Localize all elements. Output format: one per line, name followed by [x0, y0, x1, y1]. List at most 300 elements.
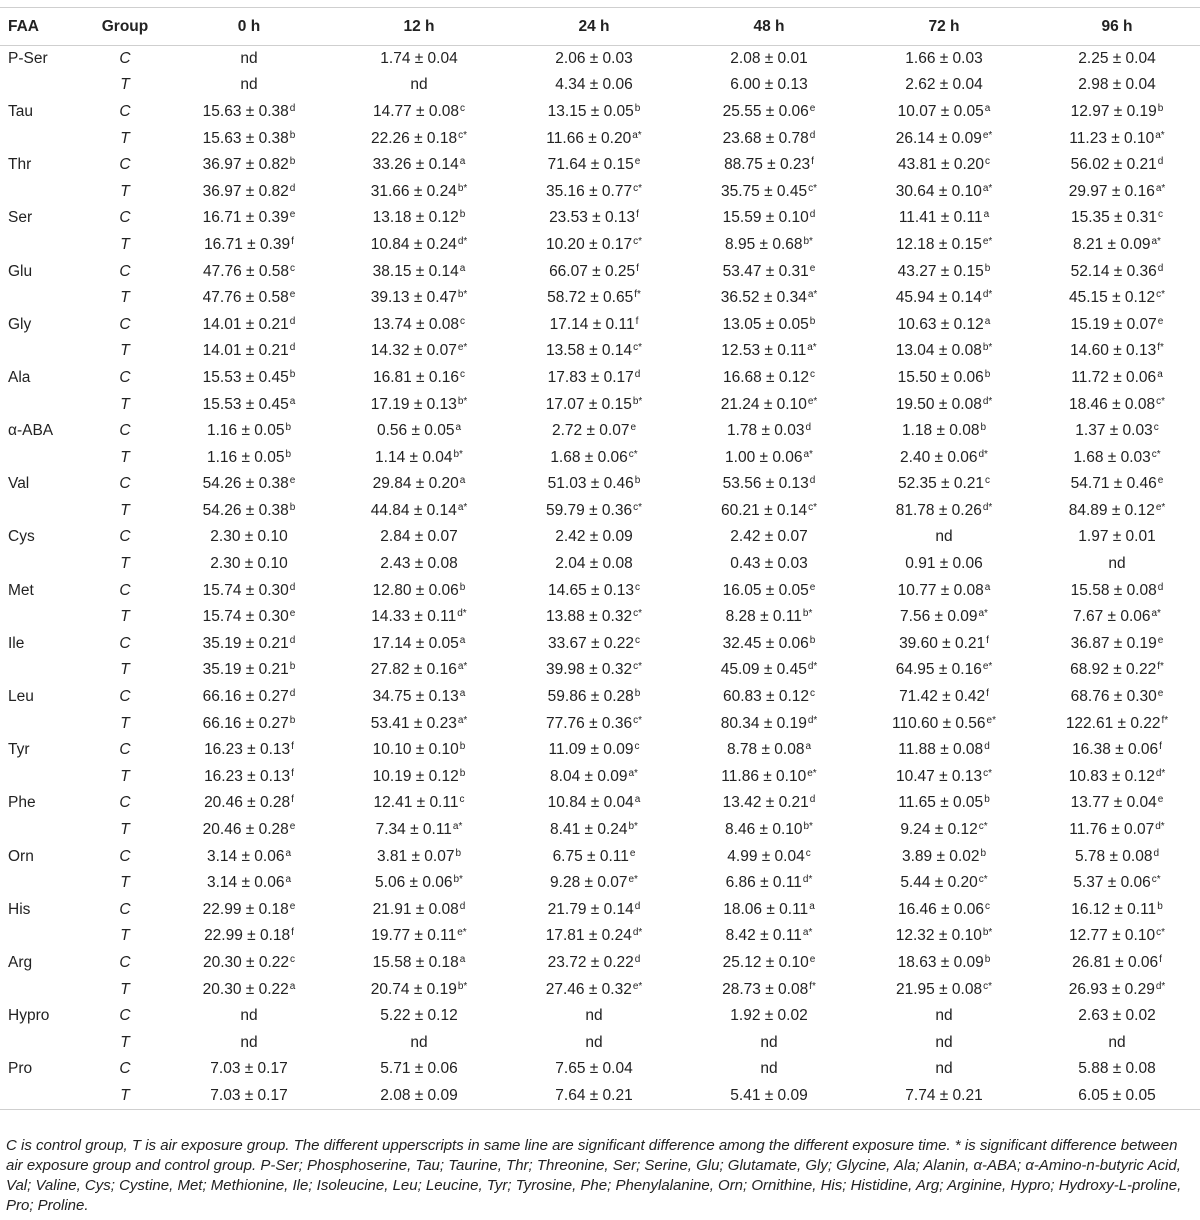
- faa-name: [0, 870, 86, 897]
- cell-value: 30.64 ± 0.10: [895, 182, 982, 200]
- cell-value: 3.89 ± 0.02: [901, 847, 980, 865]
- cell-superscript: b: [980, 422, 987, 434]
- cell-value: 47.76 ± 0.58: [202, 289, 289, 307]
- cell-value: 5.41 ± 0.09: [730, 1086, 808, 1104]
- table-row: [0, 471, 1200, 498]
- cell-superscript: b: [980, 847, 987, 859]
- faa-name: [0, 125, 86, 152]
- group-label: T: [120, 448, 130, 466]
- cell-value: 2.30 ± 0.10: [210, 528, 288, 546]
- cell-superscript: f*: [1161, 714, 1169, 726]
- value-cell: [334, 684, 504, 711]
- cell-superscript: c*: [1151, 448, 1161, 460]
- cell-value: 80.34 ± 0.19: [720, 714, 807, 732]
- cell-superscript: c*: [1156, 395, 1165, 407]
- faa-name: [0, 285, 86, 312]
- faa-name: Ala: [8, 368, 31, 386]
- group-label: T: [120, 661, 130, 679]
- table-row: [0, 232, 1200, 259]
- cell-value: 11.66 ± 0.20: [546, 129, 632, 147]
- value-cell: [334, 311, 504, 338]
- faa-name: Tau: [8, 102, 33, 120]
- value-cell: [164, 1029, 334, 1056]
- value-cell: [684, 577, 854, 604]
- table-row: [0, 365, 1200, 392]
- cell-value: 26.81 ± 0.06: [1072, 953, 1159, 971]
- cell-superscript: e*: [628, 874, 638, 886]
- cell-superscript: c: [290, 262, 296, 274]
- faa-name: α-ABA: [8, 422, 54, 440]
- cell-value: 12.97 ± 0.19: [1070, 102, 1157, 120]
- cell-superscript: a*: [807, 289, 818, 301]
- cell-value: 28.73 ± 0.08: [722, 980, 809, 998]
- cell-value: 66.07 ± 0.25: [549, 262, 636, 280]
- cell-superscript: e: [289, 209, 296, 221]
- value-cell: [504, 631, 684, 658]
- cell-value: 21.79 ± 0.14: [547, 900, 634, 918]
- value-cell: [854, 1056, 1034, 1083]
- value-cell: [854, 524, 1034, 551]
- table-row: [0, 710, 1200, 737]
- cell-value: 10.63 ± 0.12: [897, 315, 984, 333]
- cell-superscript: f*: [809, 980, 816, 992]
- cell-value: 23.53 ± 0.13: [549, 209, 636, 227]
- group-label: C: [119, 209, 131, 227]
- value-cell: [1034, 311, 1200, 338]
- cell-value: 17.14 ± 0.05: [372, 634, 459, 652]
- cell-superscript: a: [459, 262, 466, 274]
- value-cell: [504, 285, 684, 312]
- cell-value: 7.03 ± 0.17: [210, 1060, 288, 1078]
- value-cell: [504, 338, 684, 365]
- value-cell: [1034, 737, 1200, 764]
- value-cell: [334, 710, 504, 737]
- cell-value: 16.71 ± 0.39: [202, 209, 289, 227]
- cell-value: 39.13 ± 0.47: [370, 289, 457, 307]
- group-label: T: [120, 874, 130, 892]
- cell-value: 71.64 ± 0.15: [547, 156, 634, 174]
- value-cell: [1034, 710, 1200, 737]
- value-cell: [854, 365, 1034, 392]
- header-faa: FAA: [0, 8, 86, 46]
- value-cell: [164, 843, 334, 870]
- cell-value: 6.00 ± 0.13: [730, 76, 808, 94]
- value-cell: [504, 577, 684, 604]
- cell-value: 15.74 ± 0.30: [202, 608, 289, 626]
- cell-value: 68.76 ± 0.30: [1070, 688, 1157, 706]
- value-cell: [334, 285, 504, 312]
- cell-value: 13.58 ± 0.14: [546, 342, 633, 360]
- cell-superscript: a: [634, 794, 641, 806]
- cell-value: 16.12 ± 0.11: [1071, 900, 1157, 918]
- cell-superscript: f: [291, 767, 294, 779]
- cell-superscript: e: [629, 847, 636, 859]
- cell-value: 16.05 ± 0.05: [722, 581, 809, 599]
- cell-value: 17.81 ± 0.24: [545, 927, 632, 945]
- cell-value: 13.88 ± 0.32: [546, 608, 633, 626]
- value-cell: [164, 897, 334, 924]
- faa-name: [0, 604, 86, 631]
- table-row: [0, 950, 1200, 977]
- value-cell: [504, 418, 684, 445]
- cell-value: 7.74 ± 0.21: [905, 1086, 983, 1104]
- cell-superscript: c*: [458, 129, 467, 141]
- cell-value: 2.08 ± 0.09: [380, 1086, 458, 1104]
- cell-superscript: f: [1159, 953, 1162, 965]
- cell-value: 11.65 ± 0.05: [898, 794, 984, 812]
- cell-value: 17.07 ± 0.15: [545, 395, 632, 413]
- table-row: [0, 870, 1200, 897]
- cell-superscript: c*: [978, 821, 988, 833]
- cell-value: 36.52 ± 0.34: [720, 289, 807, 307]
- value-cell: [504, 950, 684, 977]
- value-cell: [334, 205, 504, 232]
- cell-value: nd: [760, 1033, 778, 1051]
- group-label: T: [86, 1083, 164, 1110]
- cell-superscript: e*: [986, 714, 996, 726]
- cell-value: 36.97 ± 0.82: [202, 156, 289, 174]
- faa-name: [0, 817, 86, 844]
- value-cell: [504, 817, 684, 844]
- cell-value: 13.18 ± 0.12: [372, 209, 459, 227]
- value-cell: [684, 338, 854, 365]
- cell-superscript: b: [289, 129, 296, 141]
- value-cell: [684, 285, 854, 312]
- value-cell: [334, 843, 504, 870]
- cell-value: 0.43 ± 0.03: [730, 555, 808, 573]
- group-label: T: [120, 129, 130, 147]
- cell-value: 15.53 ± 0.45: [202, 368, 289, 386]
- cell-value: 7.67 ± 0.06: [1073, 608, 1151, 626]
- cell-superscript: e: [809, 953, 816, 965]
- cell-superscript: a: [289, 395, 296, 407]
- cell-value: nd: [935, 528, 953, 546]
- cell-superscript: f*: [634, 289, 641, 301]
- value-cell: [334, 551, 504, 578]
- value-cell: [334, 1083, 504, 1110]
- value-cell: [854, 577, 1034, 604]
- cell-superscript: d*: [802, 874, 813, 886]
- value-cell: [334, 418, 504, 445]
- value-cell: [334, 737, 504, 764]
- cell-value: 71.42 ± 0.42: [899, 688, 986, 706]
- cell-value: 54.26 ± 0.38: [202, 475, 289, 493]
- value-cell: [854, 471, 1034, 498]
- cell-superscript: a*: [452, 821, 463, 833]
- faa-name: Ser: [8, 209, 33, 227]
- cell-value: 15.50 ± 0.06: [897, 368, 984, 386]
- cell-superscript: d: [289, 102, 296, 114]
- faa-name: Arg: [8, 953, 33, 971]
- table-row: [0, 258, 1200, 285]
- cell-value: 45.09 ± 0.45: [720, 661, 807, 679]
- value-cell: [684, 99, 854, 126]
- value-cell: [504, 843, 684, 870]
- value-cell: [854, 604, 1034, 631]
- value-cell: [684, 152, 854, 179]
- cell-superscript: d*: [807, 714, 818, 726]
- value-cell: [1034, 178, 1200, 205]
- value-cell: [164, 604, 334, 631]
- value-cell: [504, 258, 684, 285]
- cell-value: 7.65 ± 0.04: [555, 1060, 633, 1078]
- value-cell: [334, 976, 504, 1003]
- cell-superscript: f: [291, 235, 294, 247]
- cell-value: 8.21 ± 0.09: [1073, 235, 1151, 253]
- cell-superscript: b: [809, 315, 816, 327]
- group-label: T: [120, 608, 130, 626]
- value-cell: [504, 444, 684, 471]
- cell-value: 43.81 ± 0.20: [897, 156, 985, 174]
- group-label: T: [120, 555, 130, 573]
- table-row: [0, 790, 1200, 817]
- value-cell: [504, 737, 684, 764]
- value-cell: [854, 285, 1034, 312]
- value-cell: [334, 178, 504, 205]
- cell-value: 11.72 ± 0.06: [1071, 368, 1157, 386]
- faa-name: Tyr: [8, 741, 30, 759]
- value-cell: [1034, 1056, 1200, 1083]
- cell-superscript: d: [1157, 581, 1164, 593]
- cell-value: 4.34 ± 0.06: [555, 76, 633, 94]
- cell-superscript: c: [1158, 209, 1164, 221]
- value-cell: [684, 365, 854, 392]
- cell-value: 14.77 ± 0.08: [372, 102, 460, 120]
- value-cell: [684, 950, 854, 977]
- cell-value: 45.94 ± 0.14: [895, 289, 982, 307]
- cell-superscript: a: [459, 475, 466, 487]
- value-cell: [684, 737, 854, 764]
- cell-value: 14.01 ± 0.21: [202, 315, 289, 333]
- cell-value: nd: [935, 1060, 953, 1078]
- table-row: [0, 99, 1200, 126]
- value-cell: [854, 391, 1034, 418]
- group-label: C: [119, 315, 131, 333]
- value-cell: [504, 790, 684, 817]
- value-cell: [854, 232, 1034, 259]
- cell-value: 2.04 ± 0.08: [555, 555, 633, 573]
- cell-superscript: e: [630, 422, 637, 434]
- value-cell: [1034, 897, 1200, 924]
- value-cell: [854, 178, 1034, 205]
- cell-value: 8.95 ± 0.68: [725, 235, 803, 253]
- cell-value: 17.14 ± 0.11: [549, 315, 635, 333]
- cell-superscript: f: [291, 794, 294, 806]
- value-cell: [684, 205, 854, 232]
- faa-name: [0, 976, 86, 1003]
- value-cell: [334, 258, 504, 285]
- group-label: T: [120, 289, 130, 307]
- value-cell: [164, 950, 334, 977]
- value-cell: [334, 923, 504, 950]
- value-cell: [164, 1083, 334, 1110]
- cell-superscript: b*: [803, 821, 813, 833]
- faa-name: [0, 338, 86, 365]
- value-cell: [334, 1029, 504, 1056]
- cell-superscript: c*: [633, 342, 642, 354]
- value-cell: [684, 391, 854, 418]
- value-cell: [504, 976, 684, 1003]
- cell-value: 16.71 ± 0.39: [204, 235, 291, 253]
- cell-value: 12.32 ± 0.10: [895, 927, 982, 945]
- cell-superscript: a*: [1155, 182, 1166, 194]
- cell-value: 5.88 ± 0.08: [1078, 1060, 1156, 1078]
- cell-value: 20.46 ± 0.28: [204, 794, 291, 812]
- cell-value: 6.75 ± 0.11: [552, 847, 629, 865]
- cell-superscript: c: [985, 475, 991, 487]
- cell-value: 15.58 ± 0.08: [1070, 581, 1157, 599]
- faa-name: Gly: [8, 315, 32, 333]
- cell-superscript: b: [285, 448, 292, 460]
- value-cell: [684, 631, 854, 658]
- value-cell: [334, 764, 504, 791]
- cell-value: nd: [585, 1007, 603, 1025]
- value-cell: [684, 311, 854, 338]
- table-row: [0, 125, 1200, 152]
- cell-value: 15.63 ± 0.38: [202, 102, 289, 120]
- faa-name: Thr: [8, 156, 32, 174]
- cell-superscript: c: [985, 900, 991, 912]
- cell-superscript: d: [459, 900, 466, 912]
- cell-value: 1.14 ± 0.04: [375, 448, 453, 466]
- faa-name: [0, 657, 86, 684]
- value-cell: [854, 870, 1034, 897]
- value-cell: [504, 152, 684, 179]
- value-cell: [684, 551, 854, 578]
- cell-value: 77.76 ± 0.36: [546, 714, 633, 732]
- cell-value: 1.66 ± 0.03: [905, 50, 983, 68]
- value-cell: [164, 178, 334, 205]
- value-cell: [164, 205, 334, 232]
- value-cell: [854, 737, 1034, 764]
- cell-value: 1.16 ± 0.05: [206, 448, 285, 466]
- table-row: [0, 657, 1200, 684]
- value-cell: [164, 365, 334, 392]
- cell-value: 10.07 ± 0.05: [897, 102, 984, 120]
- value-cell: [854, 1003, 1034, 1030]
- value-cell: [684, 498, 854, 525]
- cell-value: nd: [1108, 555, 1126, 573]
- cell-value: 36.87 ± 0.19: [1070, 634, 1157, 652]
- value-cell: [684, 1003, 854, 1030]
- value-cell: [854, 976, 1034, 1003]
- value-cell: [504, 764, 684, 791]
- value-cell: [504, 1056, 684, 1083]
- cell-value: nd: [240, 1007, 258, 1025]
- cell-value: 11.88 ± 0.08: [898, 741, 984, 759]
- cell-value: 10.10 ± 0.10: [372, 741, 459, 759]
- cell-superscript: a: [984, 102, 991, 114]
- cell-value: 2.98 ± 0.04: [1078, 76, 1156, 94]
- cell-value: 52.14 ± 0.36: [1070, 262, 1157, 280]
- cell-superscript: b*: [457, 289, 468, 301]
- value-cell: [164, 311, 334, 338]
- value-cell: [684, 684, 854, 711]
- cell-superscript: b: [634, 475, 641, 487]
- group-label: C: [119, 634, 131, 652]
- cell-value: 31.66 ± 0.24: [370, 182, 457, 200]
- group-label: C: [119, 422, 131, 440]
- value-cell: [334, 125, 504, 152]
- cell-value: 23.68 ± 0.78: [722, 129, 809, 147]
- group-label: C: [119, 953, 131, 971]
- table-row: [0, 764, 1200, 791]
- cell-value: nd: [240, 76, 258, 94]
- cell-superscript: d: [1157, 262, 1164, 274]
- cell-value: 39.98 ± 0.32: [546, 661, 633, 679]
- cell-value: 20.30 ± 0.22: [202, 980, 289, 998]
- cell-superscript: d: [1153, 847, 1160, 859]
- value-cell: [504, 551, 684, 578]
- cell-value: 20.30 ± 0.22: [202, 953, 290, 971]
- faa-name: [0, 498, 86, 525]
- cell-value: 60.21 ± 0.14: [721, 501, 808, 519]
- cell-value: 2.06 ± 0.03: [555, 50, 633, 68]
- faa-name: [0, 444, 86, 471]
- value-cell: [164, 657, 334, 684]
- value-cell: [1034, 551, 1200, 578]
- cell-superscript: f: [986, 688, 989, 700]
- value-cell: [164, 46, 334, 73]
- cell-value: 15.58 ± 0.18: [372, 953, 459, 971]
- table-row: [0, 843, 1200, 870]
- value-cell: [684, 976, 854, 1003]
- cell-superscript: f: [811, 156, 814, 168]
- value-cell: [504, 684, 684, 711]
- value-cell: [164, 976, 334, 1003]
- cell-value: 39.60 ± 0.21: [899, 634, 986, 652]
- value-cell: [504, 72, 684, 99]
- cell-value: 16.68 ± 0.12: [722, 368, 810, 386]
- cell-value: nd: [240, 1033, 258, 1051]
- cell-value: 43.27 ± 0.15: [897, 262, 984, 280]
- cell-value: 17.83 ± 0.17: [547, 368, 634, 386]
- faa-name: Met: [8, 581, 34, 599]
- cell-superscript: c: [985, 156, 991, 168]
- cell-value: 47.76 ± 0.58: [202, 262, 290, 280]
- table-body: [0, 46, 1200, 1110]
- value-cell: [164, 258, 334, 285]
- cell-value: 13.74 ± 0.08: [372, 315, 460, 333]
- value-cell: [504, 99, 684, 126]
- value-cell: [164, 232, 334, 259]
- cell-superscript: b: [289, 501, 296, 513]
- cell-value: 53.47 ± 0.31: [722, 262, 809, 280]
- cell-value: 1.68 ± 0.06: [550, 448, 628, 466]
- cell-value: 66.16 ± 0.27: [202, 714, 289, 732]
- cell-superscript: a*: [628, 767, 638, 779]
- cell-value: 21.24 ± 0.10: [720, 395, 807, 413]
- cell-superscript: b: [289, 368, 296, 380]
- group-label: C: [119, 581, 131, 599]
- cell-superscript: b*: [628, 821, 638, 833]
- cell-value: 7.56 ± 0.09: [900, 608, 978, 626]
- value-cell: [334, 1003, 504, 1030]
- cell-superscript: f*: [1157, 342, 1164, 354]
- value-cell: [1034, 285, 1200, 312]
- header-96h: 96 h: [1034, 8, 1200, 46]
- cell-value: 16.46 ± 0.06: [897, 900, 985, 918]
- cell-value: 8.46 ± 0.10: [725, 821, 803, 839]
- group-label: C: [119, 847, 131, 865]
- value-cell: [684, 258, 854, 285]
- table-row: [0, 391, 1200, 418]
- cell-superscript: a*: [978, 608, 988, 620]
- cell-superscript: c*: [1151, 874, 1161, 886]
- cell-value: 7.03 ± 0.17: [210, 1086, 288, 1104]
- value-cell: [854, 125, 1034, 152]
- cell-superscript: d*: [457, 235, 468, 247]
